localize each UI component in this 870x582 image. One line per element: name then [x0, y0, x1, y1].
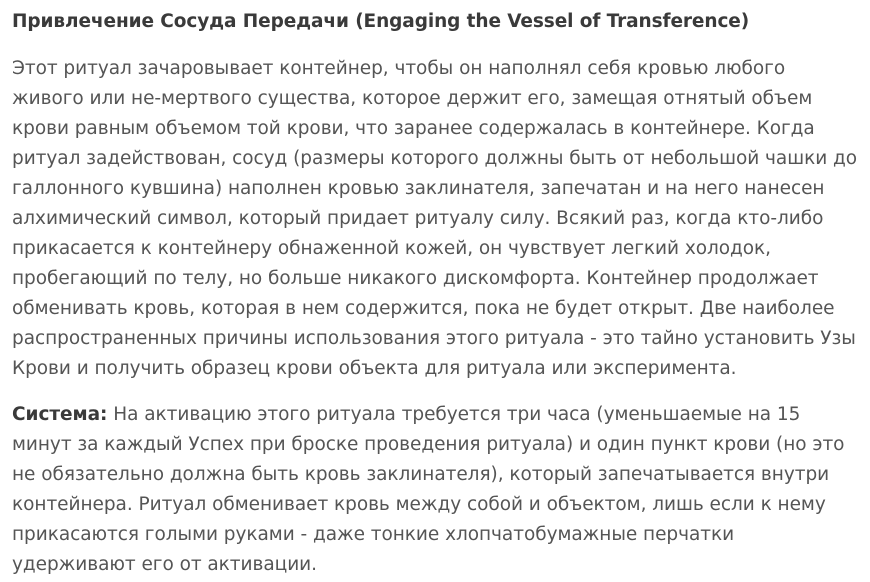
ritual-description: Этот ритуал зачаровывает контейнер, чтобы он наполнял себя кровью любого живого или не-мертвого существа, которое держит его, замещая отнятый объем крови равным объемом той крови, что заранее содержалась в контейнере. Когда ритуал задействован, сосуд (размеры которого должны быть от небольшой чашки до галлонного кувшина) наполнен кровью заклинателя, запечатан и на него нанесен алхимический символ, который придает ритуалу силу. Всякий раз, когда кто-либо прикасается к контейнеру обнаженной кожей, он чувствует легкий холодок, пробегающий по телу, но больше никакого дискомфорта. Контейнер продолжает обменивать кровь, которая в нем содержится, пока не будет открыт. Две наиболее распространенных причины использования этого ритуала - это тайно установить Узы Крови и получить образец крови объекта для ритуала или эксперимента.: [12, 58, 858, 379]
system-label: Система:: [12, 404, 108, 425]
ritual-document: [12, 8, 858, 580]
ritual-title: Привлечение Сосуда Передачи (Engaging the Vessel of Transference): [12, 11, 750, 32]
ritual-system-paragraph: [12, 400, 858, 580]
system-text: На активацию этого ритуала требуется три часа (уменьшаемые на 15 минут за каждый Успех при броске проведения ритуала) и один пункт крови (но это не обязательно должна быть кровь заклинателя), который запечатывается внутри контейнера. Ритуал обменивает кровь между собой и объектом, лишь если к нему прикасаются голыми руками - даже тонкие хлопчатобумажные перчатки удерживают его от активации.: [12, 404, 845, 575]
